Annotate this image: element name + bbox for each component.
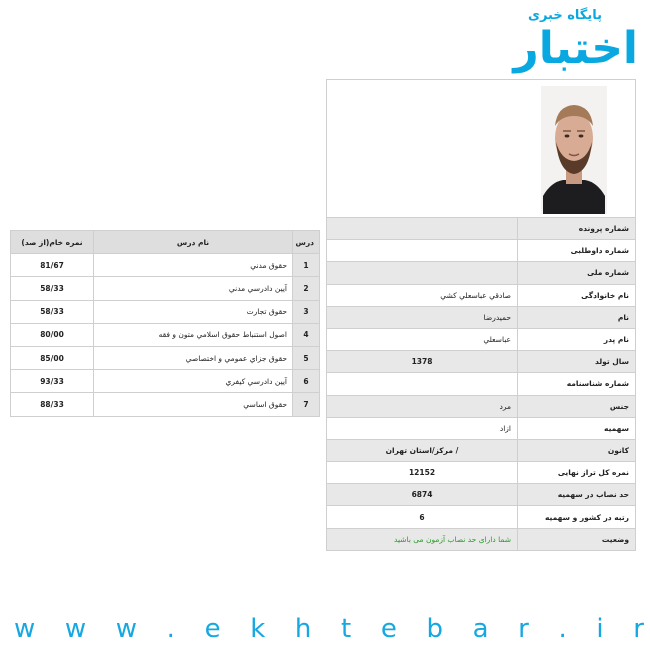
website-url-char: w bbox=[64, 614, 87, 644]
info-value bbox=[327, 262, 518, 284]
info-value: عباسعلي bbox=[327, 328, 518, 350]
course-name: آيين دادرسي كيفري bbox=[94, 370, 293, 393]
header-raw-score: نمره خام(از صد) bbox=[11, 231, 94, 254]
table-row bbox=[11, 370, 320, 393]
header-course-name: نام درس bbox=[94, 231, 293, 254]
table-row bbox=[327, 439, 636, 461]
website-url-char: w bbox=[115, 614, 138, 644]
photo-frame bbox=[326, 79, 636, 217]
table-row bbox=[11, 254, 320, 277]
course-name: حقوق مدني bbox=[94, 254, 293, 277]
info-value bbox=[327, 218, 518, 240]
course-name: حقوق اساسي bbox=[94, 393, 293, 416]
info-value: 12152 bbox=[327, 462, 518, 484]
table-row bbox=[327, 506, 636, 528]
table-row bbox=[327, 306, 636, 328]
info-label: شماره ملی bbox=[518, 262, 636, 284]
course-name: آيين دادرسي مدني bbox=[94, 277, 293, 300]
table-row bbox=[327, 462, 636, 484]
website-url-char: . bbox=[558, 614, 567, 644]
course-name: حقوق تجارت bbox=[94, 300, 293, 323]
info-label: شماره شناسنامه bbox=[518, 373, 636, 395]
table-row bbox=[327, 395, 636, 417]
brand-logo bbox=[508, 8, 638, 78]
course-score: 58/33 bbox=[11, 300, 94, 323]
info-value: حمیدرضا bbox=[327, 306, 518, 328]
website-url-char: k bbox=[250, 614, 266, 644]
info-label: سهمیه bbox=[518, 417, 636, 439]
course-no: 3 bbox=[293, 300, 320, 323]
info-label: وضعیت bbox=[518, 528, 636, 550]
info-label: جنس bbox=[518, 395, 636, 417]
table-row bbox=[327, 284, 636, 306]
course-score: 81/67 bbox=[11, 254, 94, 277]
info-label: رتبه در کشور و سهمیه bbox=[518, 506, 636, 528]
table-row bbox=[327, 240, 636, 262]
info-value: 6874 bbox=[327, 484, 518, 506]
course-no: 1 bbox=[293, 254, 320, 277]
info-value bbox=[327, 240, 518, 262]
website-url[interactable] bbox=[14, 614, 644, 644]
table-row bbox=[327, 417, 636, 439]
info-label: شماره داوطلبی bbox=[518, 240, 636, 262]
website-url-char: i bbox=[596, 614, 604, 644]
website-url-char: w bbox=[14, 614, 36, 644]
info-value: 6 bbox=[327, 506, 518, 528]
candidate-info-table bbox=[326, 217, 636, 551]
website-url-char: e bbox=[380, 614, 397, 644]
logo-title: اختبار bbox=[513, 23, 638, 74]
course-name: اصول استنباط حقوق اسلامي متون و فقه bbox=[94, 323, 293, 346]
website-url-char: b bbox=[426, 614, 443, 644]
website-url-char: t bbox=[340, 614, 352, 644]
grades-table bbox=[10, 230, 320, 417]
website-url-char: e bbox=[204, 614, 221, 644]
course-no: 5 bbox=[293, 346, 320, 369]
logo-subtitle: پایگاه خبری bbox=[528, 8, 602, 23]
info-value: / مرکز/استان تهران bbox=[327, 439, 518, 461]
info-label: شماره پرونده bbox=[518, 218, 636, 240]
table-row bbox=[11, 300, 320, 323]
table-row bbox=[11, 323, 320, 346]
website-url-char: h bbox=[294, 614, 312, 644]
course-score: 58/33 bbox=[11, 277, 94, 300]
course-name: حقوق جزاي عمومي و اختصاصي bbox=[94, 346, 293, 369]
website-url-char: r bbox=[633, 614, 644, 644]
course-score: 85/00 bbox=[11, 346, 94, 369]
info-value: صادقي عباسعلي كشي bbox=[327, 284, 518, 306]
info-label: نمره کل تراز نهایی bbox=[518, 462, 636, 484]
table-row bbox=[327, 373, 636, 395]
header-course-no: درس bbox=[293, 231, 320, 254]
website-url-char: r bbox=[518, 614, 529, 644]
info-label: نام خانوادگی bbox=[518, 284, 636, 306]
table-row bbox=[327, 528, 636, 550]
info-label: حد نصاب در سهمیه bbox=[518, 484, 636, 506]
info-value: 1378 bbox=[327, 351, 518, 373]
course-score: 93/33 bbox=[11, 370, 94, 393]
info-value: مرد bbox=[327, 395, 518, 417]
website-url-char: a bbox=[472, 614, 489, 644]
info-value: ازاد bbox=[327, 417, 518, 439]
table-header-row bbox=[11, 231, 320, 254]
info-label: کانون bbox=[518, 439, 636, 461]
table-row bbox=[327, 262, 636, 284]
table-row bbox=[11, 277, 320, 300]
table-row bbox=[327, 218, 636, 240]
table-row bbox=[11, 346, 320, 369]
info-value bbox=[327, 373, 518, 395]
course-no: 4 bbox=[293, 323, 320, 346]
website-url-char: . bbox=[166, 614, 175, 644]
info-label: سال تولد bbox=[518, 351, 636, 373]
course-no: 2 bbox=[293, 277, 320, 300]
course-score: 88/33 bbox=[11, 393, 94, 416]
course-no: 7 bbox=[293, 393, 320, 416]
table-row bbox=[327, 484, 636, 506]
course-no: 6 bbox=[293, 370, 320, 393]
info-label: نام پدر bbox=[518, 328, 636, 350]
table-row bbox=[327, 351, 636, 373]
course-score: 80/00 bbox=[11, 323, 94, 346]
table-row bbox=[327, 328, 636, 350]
info-label: نام bbox=[518, 306, 636, 328]
candidate-photo bbox=[541, 86, 607, 214]
status-message: شما دارای حد نصاب آزمون می باشید bbox=[327, 528, 518, 550]
table-row bbox=[11, 393, 320, 416]
